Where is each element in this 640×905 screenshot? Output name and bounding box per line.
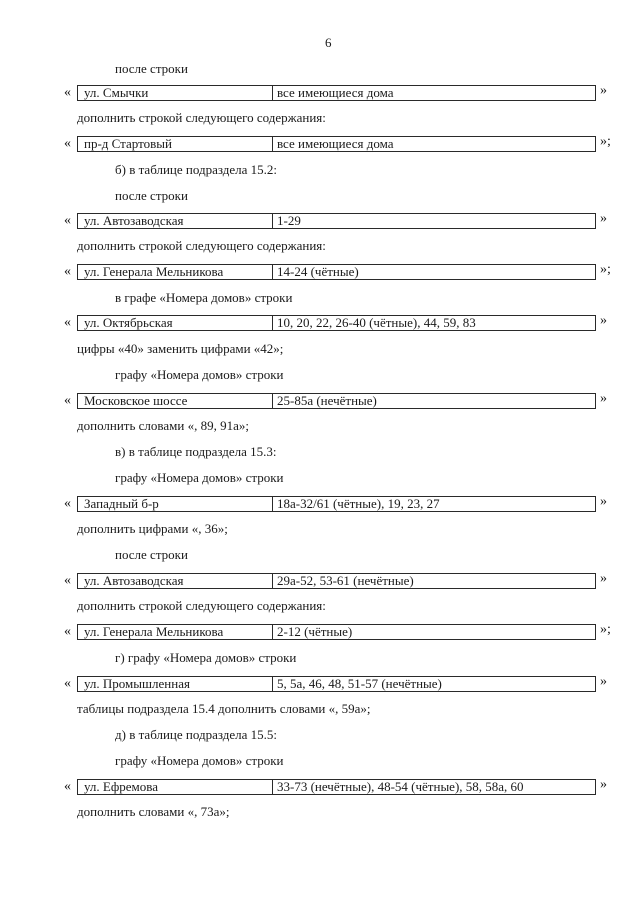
text-line: после строки — [115, 188, 188, 203]
houses-cell: 14-24 (чётные) — [277, 265, 359, 279]
houses-cell: 18а-32/61 (чётные), 19, 23, 27 — [277, 497, 440, 511]
quote-open: « — [64, 136, 71, 151]
text-line: д) в таблице подраздела 15.5: — [115, 727, 278, 742]
quote-open: « — [64, 496, 71, 511]
street-cell: ул. Генерала Мельникова — [78, 265, 273, 279]
street-cell: ул. Промышленная — [78, 677, 273, 691]
page-number: 6 — [325, 35, 332, 50]
quote-open: « — [64, 676, 71, 691]
quote-close: » — [600, 494, 607, 509]
quote-open: « — [64, 264, 71, 279]
houses-cell: 10, 20, 22, 26-40 (чётные), 44, 59, 83 — [277, 316, 476, 330]
quote-open: « — [64, 315, 71, 330]
houses-cell: 5, 5а, 46, 48, 51-57 (нечётные) — [277, 677, 442, 691]
text-line: после строки — [115, 61, 188, 76]
text-line: дополнить строкой следующего содержания: — [77, 110, 326, 125]
text-line: графу «Номера домов» строки — [115, 470, 284, 485]
table-row — [77, 496, 596, 512]
houses-cell: все имеющиеся дома — [277, 86, 394, 100]
text-line: таблицы подраздела 15.4 дополнить словами «, 59а»; — [77, 701, 371, 716]
quote-close: » — [600, 83, 607, 98]
quote-close: » — [600, 674, 607, 689]
street-cell: ул. Автозаводская — [78, 574, 273, 588]
quote-close: » — [600, 777, 607, 792]
houses-cell: 29а-52, 53-61 (нечётные) — [277, 574, 414, 588]
text-line: в) в таблице подраздела 15.3: — [115, 444, 277, 459]
quote-close: » — [600, 571, 607, 586]
table-row — [77, 393, 596, 409]
table-row — [77, 624, 596, 640]
table-row — [77, 676, 596, 692]
street-cell: Западный б-р — [78, 497, 273, 511]
quote-open: « — [64, 85, 71, 100]
text-line: б) в таблице подраздела 15.2: — [115, 162, 278, 177]
table-row — [77, 136, 596, 152]
houses-cell: 2-12 (чётные) — [277, 625, 353, 639]
text-line: дополнить цифрами «, 36»; — [77, 521, 228, 536]
quote-open: « — [64, 779, 71, 794]
text-line: после строки — [115, 547, 188, 562]
quote-close: »; — [600, 262, 611, 277]
street-cell: ул. Ефремова — [78, 780, 273, 794]
table-row — [77, 779, 596, 795]
street-cell: Московское шоссе — [78, 394, 273, 408]
street-cell: ул. Автозаводская — [78, 214, 273, 228]
text-line: дополнить словами «, 73а»; — [77, 804, 230, 819]
street-cell: ул. Октябрьская — [78, 316, 273, 330]
text-line: графу «Номера домов» строки — [115, 753, 284, 768]
houses-cell: 33-73 (нечётные), 48-54 (чётные), 58, 58а, 60 — [277, 780, 524, 794]
houses-cell: 25-85а (нечётные) — [277, 394, 377, 408]
quote-open: « — [64, 393, 71, 408]
text-line: дополнить словами «, 89, 91а»; — [77, 418, 249, 433]
text-line: цифры «40» заменить цифрами «42»; — [77, 341, 284, 356]
table-row — [77, 264, 596, 280]
quote-close: »; — [600, 134, 611, 149]
quote-close: » — [600, 211, 607, 226]
quote-close: »; — [600, 622, 611, 637]
street-cell: пр-д Стартовый — [78, 137, 273, 151]
quote-open: « — [64, 624, 71, 639]
quote-open: « — [64, 213, 71, 228]
quote-close: » — [600, 313, 607, 328]
table-row — [77, 315, 596, 331]
text-line: г) графу «Номера домов» строки — [115, 650, 297, 665]
street-cell: ул. Генерала Мельникова — [78, 625, 273, 639]
table-row — [77, 573, 596, 589]
text-line: в графе «Номера домов» строки — [115, 290, 293, 305]
text-line: дополнить строкой следующего содержания: — [77, 598, 326, 613]
table-row — [77, 85, 596, 101]
houses-cell: 1-29 — [277, 214, 301, 228]
street-cell: ул. Смычки — [78, 86, 273, 100]
quote-close: » — [600, 391, 607, 406]
text-line: дополнить строкой следующего содержания: — [77, 238, 326, 253]
table-row — [77, 213, 596, 229]
quote-open: « — [64, 573, 71, 588]
text-line: графу «Номера домов» строки — [115, 367, 284, 382]
houses-cell: все имеющиеся дома — [277, 137, 394, 151]
